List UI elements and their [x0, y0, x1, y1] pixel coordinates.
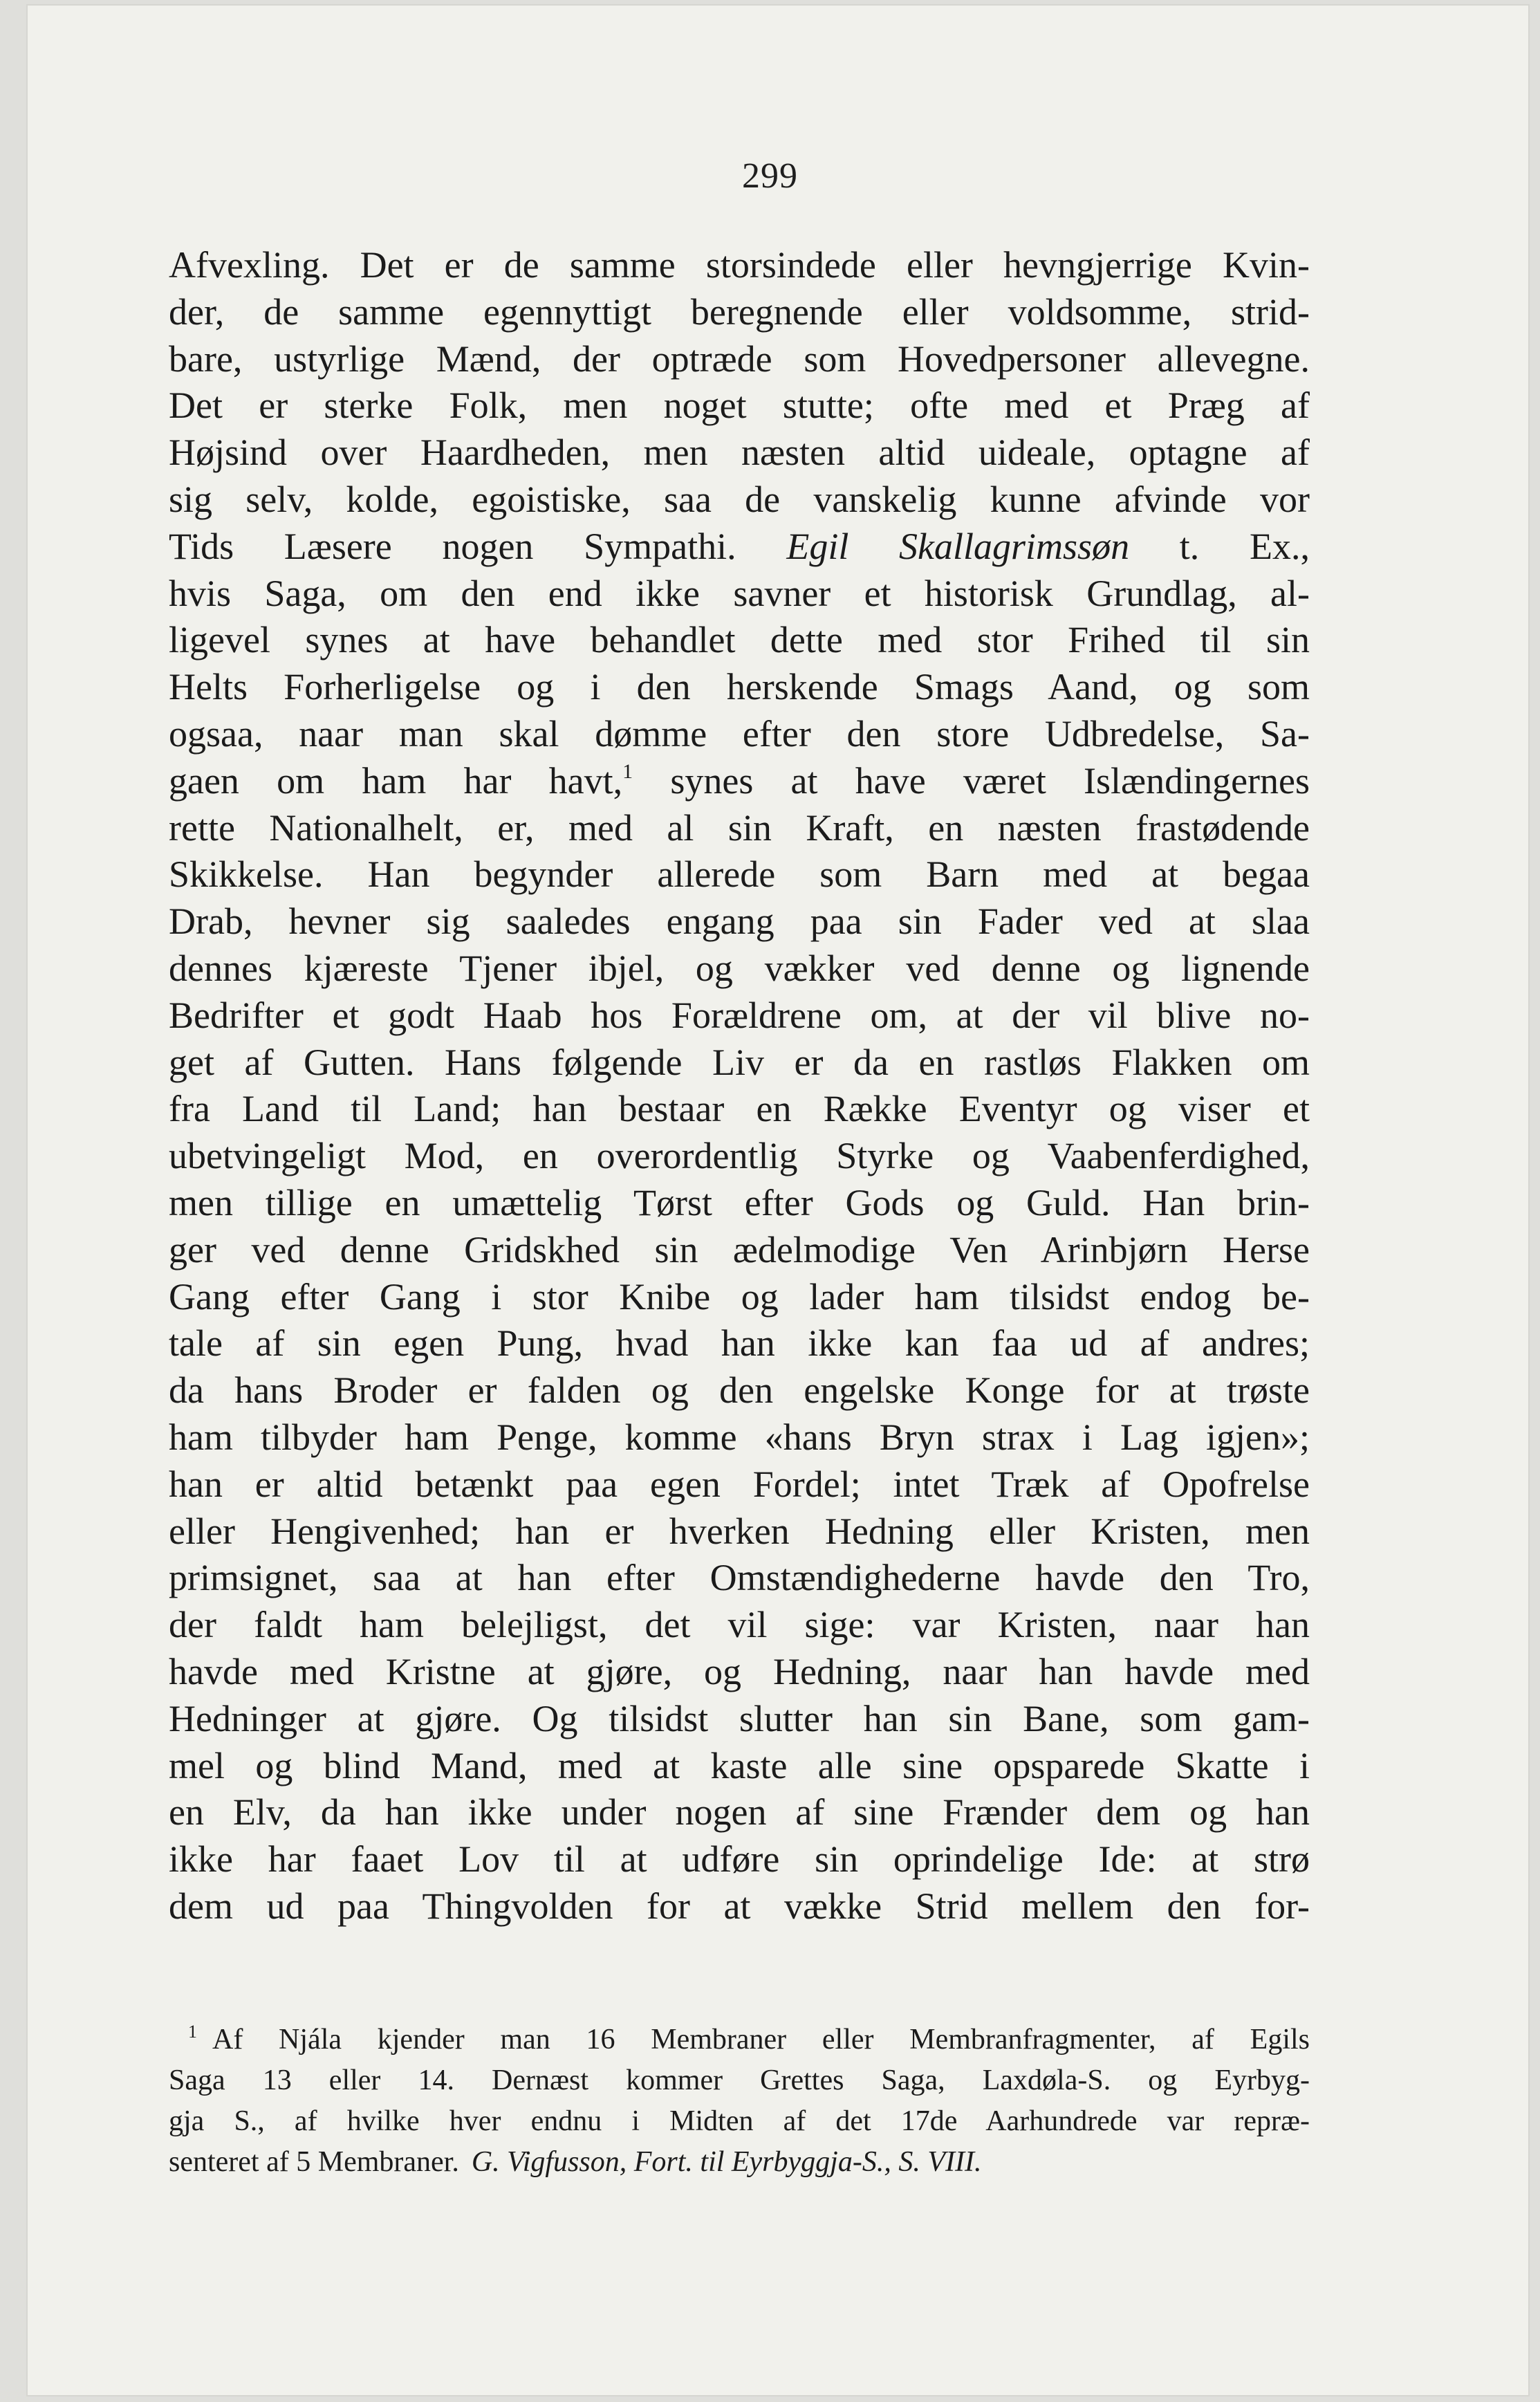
text-line: Højsind over Haardheden, men næsten altid uideale, optagne af	[169, 432, 1310, 474]
footnote-line: Saga 13 eller 14. Dernæst kommer Grettes Saga, Laxdøla-S. og Eyrbyg-	[169, 2064, 1310, 2096]
text-line: tale af sin egen Pung, hvad han ikke kan faa ud af andres;	[169, 1322, 1310, 1365]
text-line: dem ud paa Thingvolden for at vække Strid mellem den for-	[169, 1885, 1310, 1927]
page-number: 299	[742, 156, 798, 196]
text-line: ligevel synes at have behandlet dette med stor Frihed til sin	[169, 619, 1310, 661]
text-line: ham tilbyder ham Penge, komme «hans Bryn strax i Lag igjen»;	[169, 1416, 1310, 1458]
text-line: Skikkelse. Han begynder allerede som Barn med at begaa	[169, 853, 1310, 896]
text-line: ubetvingeligt Mod, en overordentlig Styrke og Vaabenferdighed,	[169, 1135, 1310, 1177]
text-line: havde med Kristne at gjøre, og Hedning, naar han havde med	[169, 1650, 1310, 1692]
text-line: sig selv, kolde, egoistiske, saa de vanskelig kunne afvinde vor	[169, 478, 1310, 520]
text-line: der faldt ham belejligst, det vil sige: var Kristen, naar han	[169, 1604, 1310, 1646]
footnote-line: 1 Af Njála kjender man 16 Membraner eller Membranfragmenter, af Egils	[188, 2022, 1310, 2055]
text-line: men tillige en umættelig Tørst efter Gods og Guld. Han brin-	[169, 1181, 1310, 1223]
text-line: Afvexling. Det er de samme storsindede eller hevngjerrige Kvin-	[169, 244, 1310, 286]
text-line: der, de samme egennyttigt beregnende eller voldsomme, strid-	[169, 290, 1310, 333]
text-line: dennes kjæreste Tjener ibjel, og vækker ved denne og lignende	[169, 947, 1310, 989]
text-line: ikke har faaet Lov til at udføre sin oprindelige Ide: at strø	[169, 1838, 1310, 1881]
footnote-line	[169, 2142, 1310, 2183]
text-line: han er altid betænkt paa egen Fordel; intet Træk af Opofrelse	[169, 1463, 1310, 1505]
text-line: ger ved denne Gridskhed sin ædelmodige Ven Arinbjørn Herse	[169, 1228, 1310, 1271]
text-line: get af Gutten. Hans følgende Liv er da en rastløs Flakken om	[169, 1041, 1310, 1083]
text-line: Det er sterke Folk, men noget stutte; ofte med et Præg af	[169, 385, 1310, 427]
text-line: Gang efter Gang i stor Knibe og lader ham tilsidst endog be-	[169, 1275, 1310, 1318]
text-line: hvis Saga, om den end ikke savner et historisk Grundlag, al-	[169, 572, 1310, 614]
footnote-marker: 1	[622, 759, 633, 783]
text-line: Bedrifter et godt Haab hos Forældrene om, at der vil blive no-	[169, 994, 1310, 1036]
text-line: Helts Forherligelse og i den herskende Smags Aand, og som	[169, 666, 1310, 708]
text-fragment: gaen om ham har havt,	[169, 759, 623, 802]
text-line: en Elv, da han ikke under nogen af sine Frænder dem og han	[169, 1791, 1310, 1833]
footnote-reference: G. Vigfusson, Fort. til Eyrbyggja-S., S. VIII.	[471, 2146, 982, 2178]
text-fragment: synes at have været Islændingernes	[670, 759, 1310, 802]
italic-name: Egil Skallagrimssøn	[786, 525, 1130, 567]
text-line: rette Nationalhelt, er, med al sin Kraft, en næsten frastødende	[169, 806, 1310, 849]
text-line: fra Land til Land; han bestaar en Række Eventyr og viser et	[169, 1088, 1310, 1130]
text-line	[169, 758, 1310, 805]
text-fragment: senteret af 5 Membraner.	[169, 2146, 459, 2178]
text-fragment: Tids Læsere nogen Sympathi.	[169, 525, 736, 567]
text-line: mel og blind Mand, med at kaste alle sine opsparede Skatte i	[169, 1744, 1310, 1786]
text-fragment: Af Njála kjender man 16 Membraner eller Membranfragmenter, af Egils	[212, 2024, 1310, 2055]
footnote	[169, 2020, 1310, 2183]
text-line: ogsaa, naar man skal dømme efter den store Udbredelse, Sa-	[169, 712, 1310, 755]
text-line: da hans Broder er falden og den engelske Konge for at trøste	[169, 1369, 1310, 1412]
text-line: bare, ustyrlige Mænd, der optræde som Hovedpersoner allevegne.	[169, 338, 1310, 380]
text-fragment: t. Ex.,	[1179, 525, 1310, 567]
footnote-line: gja S., af hvilke hver endnu i Midten af det 17de Aarhundrede var repræ-	[169, 2105, 1310, 2137]
text-line	[169, 524, 1310, 571]
body-text	[169, 242, 1310, 1930]
text-line: primsignet, saa at han efter Omstændighederne havde den Tro,	[169, 1557, 1310, 1599]
text-line: eller Hengivenhed; han er hverken Hedning eller Kristen, men	[169, 1510, 1310, 1552]
text-line: Hedninger at gjøre. Og tilsidst slutter han sin Bane, som gam-	[169, 1697, 1310, 1739]
text-line: Drab, hevner sig saaledes engang paa sin Fader ved at slaa	[169, 900, 1310, 943]
